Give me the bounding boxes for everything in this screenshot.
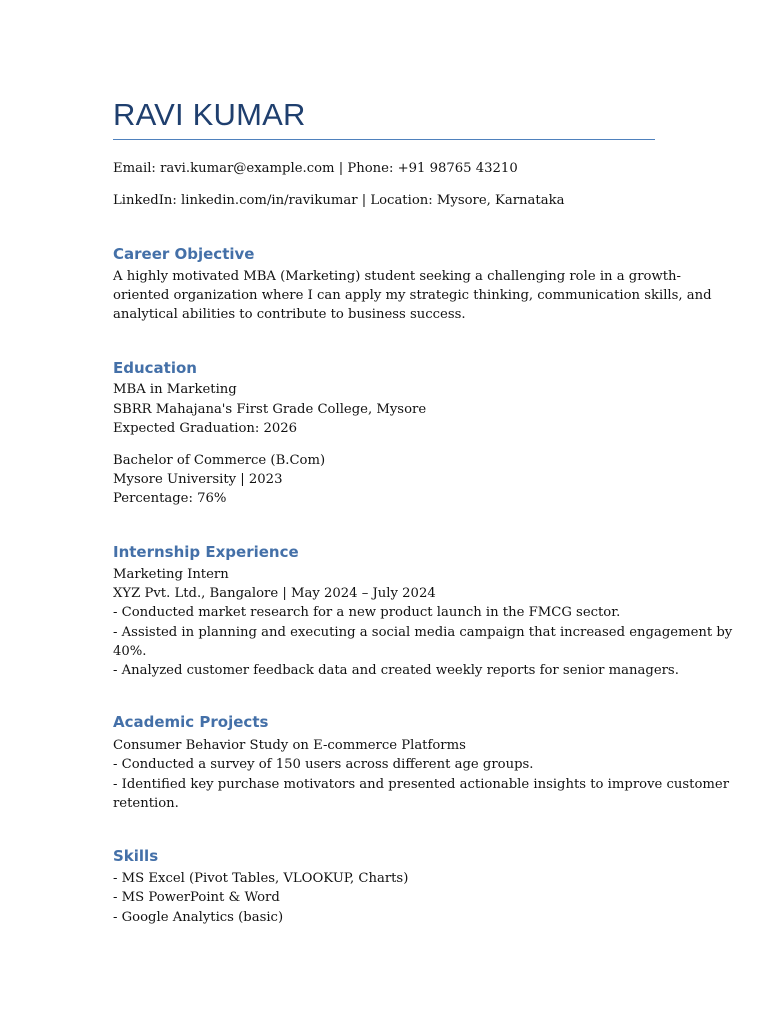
objective-text-line: oriented organization where I can apply my strategic thinking, communication skills, and xyxy=(113,288,712,303)
section-heading-internship: Internship Experience xyxy=(113,543,299,561)
objective-text-line: analytical abilities to contribute to business success. xyxy=(113,307,466,322)
project-bullet: - Identified key purchase motivators and presented actionable insights to improve customer xyxy=(113,777,730,792)
section-heading-education: Education xyxy=(113,359,197,377)
project-bullet-continued: retention. xyxy=(113,796,179,811)
education-mba-graduation: Expected Graduation: 2026 xyxy=(113,421,298,436)
internship-company-dates: XYZ Pvt. Ltd., Bangalore | May 2024 – July 2024 xyxy=(113,586,436,601)
education-bcom-percentage: Percentage: 76% xyxy=(113,491,227,506)
internship-bullet-continued: 40%. xyxy=(113,644,147,659)
skill-item: - MS Excel (Pivot Tables, VLOOKUP, Charts) xyxy=(113,871,409,886)
internship-bullet: - Analyzed customer feedback data and created weekly reports for senior managers. xyxy=(113,663,679,678)
contact-linkedin-location: LinkedIn: linkedin.com/in/ravikumar | Location: Mysore, Karnataka xyxy=(113,193,565,208)
objective-text-line: A highly motivated MBA (Marketing) student seeking a challenging role in a growth- xyxy=(113,269,681,284)
contact-email-phone: Email: ravi.kumar@example.com | Phone: +91 98765 43210 xyxy=(113,161,518,176)
skill-item: - Google Analytics (basic) xyxy=(113,910,284,925)
education-mba-institution: SBRR Mahajana's First Grade College, Mysore xyxy=(113,402,427,417)
project-bullet: - Conducted a survey of 150 users across different age groups. xyxy=(113,757,534,772)
section-heading-career-objective: Career Objective xyxy=(113,245,255,263)
candidate-name: RAVI KUMAR xyxy=(113,97,306,132)
education-bcom-institution: Mysore University | 2023 xyxy=(113,472,283,487)
name-divider xyxy=(113,139,655,140)
education-bcom-degree: Bachelor of Commerce (B.Com) xyxy=(113,453,326,468)
project-title: Consumer Behavior Study on E-commerce Platforms xyxy=(113,738,466,753)
internship-bullet: - Assisted in planning and executing a social media campaign that increased engagement by xyxy=(113,625,733,640)
internship-bullet: - Conducted market research for a new product launch in the FMCG sector. xyxy=(113,605,621,620)
internship-role: Marketing Intern xyxy=(113,567,229,582)
skill-item: - MS PowerPoint & Word xyxy=(113,890,280,905)
section-heading-academic-projects: Academic Projects xyxy=(113,713,269,731)
education-mba-degree: MBA in Marketing xyxy=(113,382,237,397)
section-heading-skills: Skills xyxy=(113,847,159,865)
